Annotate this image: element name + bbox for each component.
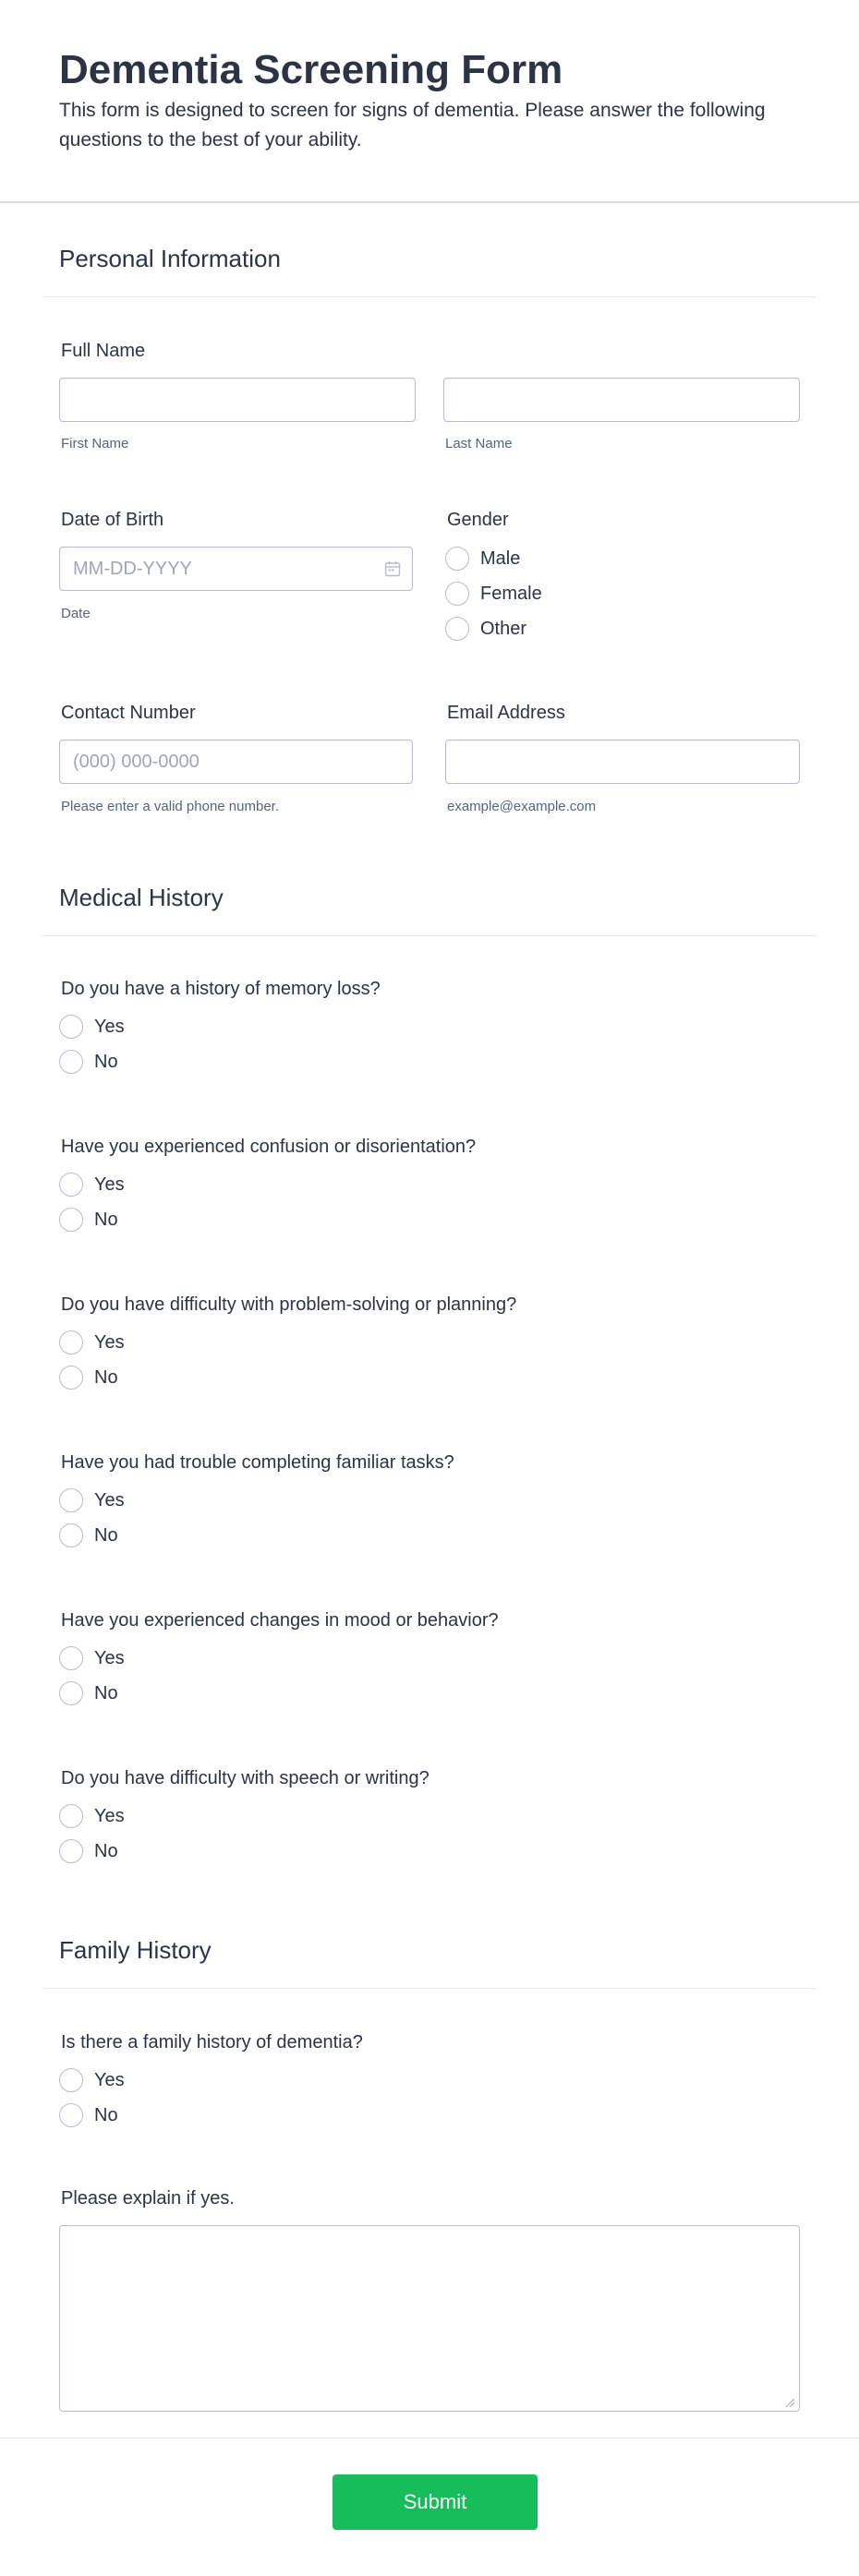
first-name-input[interactable] (59, 378, 416, 422)
contact-number-sublabel: Please enter a valid phone number. (61, 799, 279, 814)
medical-option-yes[interactable] (59, 1013, 125, 1041)
medical-option-yes[interactable] (59, 1171, 125, 1198)
explain-label: Please explain if yes. (61, 2188, 235, 2209)
gender-label: Gender (447, 510, 509, 530)
radio-label: Yes (94, 2070, 125, 2090)
radio-label: Yes (94, 1490, 125, 1511)
radio-button[interactable] (445, 617, 469, 641)
radio-button[interactable] (59, 1523, 83, 1547)
section-divider (42, 296, 817, 297)
radio-button[interactable] (59, 1173, 83, 1197)
dob-input[interactable] (59, 547, 413, 591)
section-title-medical: Medical History (59, 884, 224, 911)
radio-label: No (94, 1525, 118, 1546)
radio-button[interactable] (445, 547, 469, 571)
radio-button[interactable] (59, 1839, 83, 1863)
radio-label: Male (480, 548, 521, 569)
form-title: Dementia Screening Form (59, 47, 563, 92)
radio-label: No (94, 1210, 118, 1230)
medical-question-label: Have you had trouble completing familiar tasks? (61, 1452, 454, 1473)
form-description: This form is designed to screen for signs of dementia. Please answer the following questions to the best of your ability. (59, 100, 766, 150)
medical-option-no[interactable] (59, 1679, 118, 1707)
radio-button[interactable] (59, 1646, 83, 1670)
medical-option-no[interactable] (59, 1048, 118, 1076)
radio-button[interactable] (59, 1804, 83, 1828)
section-divider (42, 1988, 817, 1989)
gender-option-other[interactable] (445, 615, 526, 643)
gender-option-female[interactable] (445, 580, 542, 608)
medical-question-label: Have you experienced changes in mood or behavior? (61, 1610, 499, 1631)
radio-label: Yes (94, 1806, 125, 1826)
radio-label: Yes (94, 1017, 125, 1037)
family-history-option-no[interactable] (59, 2101, 118, 2129)
medical-option-yes[interactable] (59, 1802, 125, 1830)
dob-sublabel: Date (61, 606, 91, 621)
medical-question-label: Do you have difficulty with speech or writing? (61, 1768, 430, 1788)
radio-label: No (94, 2105, 118, 2125)
medical-option-no[interactable] (59, 1364, 118, 1391)
radio-button[interactable] (59, 1366, 83, 1390)
contact-number-input[interactable] (59, 740, 413, 784)
section-title-family: Family History (59, 1936, 212, 1964)
radio-label: No (94, 1683, 118, 1703)
radio-button[interactable] (59, 1681, 83, 1705)
radio-label: Female (480, 584, 542, 604)
dob-label: Date of Birth (61, 510, 164, 530)
section-title-personal: Personal Information (59, 245, 281, 272)
dob-field (59, 547, 413, 591)
full-name-label: Full Name (61, 341, 146, 361)
medical-question-label: Have you experienced confusion or disorientation? (61, 1137, 477, 1157)
radio-button[interactable] (59, 2103, 83, 2127)
radio-button[interactable] (59, 1050, 83, 1074)
radio-button[interactable] (445, 582, 469, 606)
email-label: Email Address (447, 703, 565, 723)
medical-option-yes[interactable] (59, 1487, 125, 1514)
radio-label: No (94, 1052, 118, 1072)
section-divider (42, 935, 817, 936)
family-history-option-yes[interactable] (59, 2066, 125, 2094)
last-name-sublabel: Last Name (445, 436, 513, 451)
family-history-question: Is there a family history of dementia? (61, 2032, 363, 2052)
medical-option-yes[interactable] (59, 1644, 125, 1672)
medical-option-no[interactable] (59, 1206, 118, 1234)
resize-handle-icon[interactable] (784, 2397, 795, 2408)
email-sublabel: example@example.com (447, 799, 597, 814)
radio-button[interactable] (59, 1015, 83, 1039)
contact-number-label: Contact Number (61, 703, 196, 723)
radio-button[interactable] (59, 1488, 83, 1512)
radio-label: No (94, 1367, 118, 1388)
medical-question-label: Do you have difficulty with problem-solving or planning? (61, 1294, 517, 1315)
first-name-sublabel: First Name (61, 436, 129, 451)
gender-option-male[interactable] (445, 545, 520, 572)
medical-option-no[interactable] (59, 1837, 118, 1865)
email-input[interactable] (445, 740, 800, 784)
calendar-icon[interactable] (384, 560, 401, 577)
radio-label: No (94, 1841, 118, 1861)
medical-option-no[interactable] (59, 1522, 118, 1549)
medical-question-label: Do you have a history of memory loss? (61, 979, 381, 999)
radio-button[interactable] (59, 2068, 83, 2092)
last-name-input[interactable] (443, 378, 800, 422)
radio-button[interactable] (59, 1208, 83, 1232)
radio-button[interactable] (59, 1330, 83, 1354)
radio-label: Other (480, 619, 527, 639)
medical-option-yes[interactable] (59, 1329, 125, 1356)
radio-label: Yes (94, 1174, 125, 1195)
explain-textarea[interactable] (59, 2225, 800, 2412)
radio-label: Yes (94, 1332, 125, 1353)
submit-button[interactable]: Submit (333, 2474, 538, 2530)
form-header (0, 0, 859, 203)
radio-label: Yes (94, 1648, 125, 1668)
